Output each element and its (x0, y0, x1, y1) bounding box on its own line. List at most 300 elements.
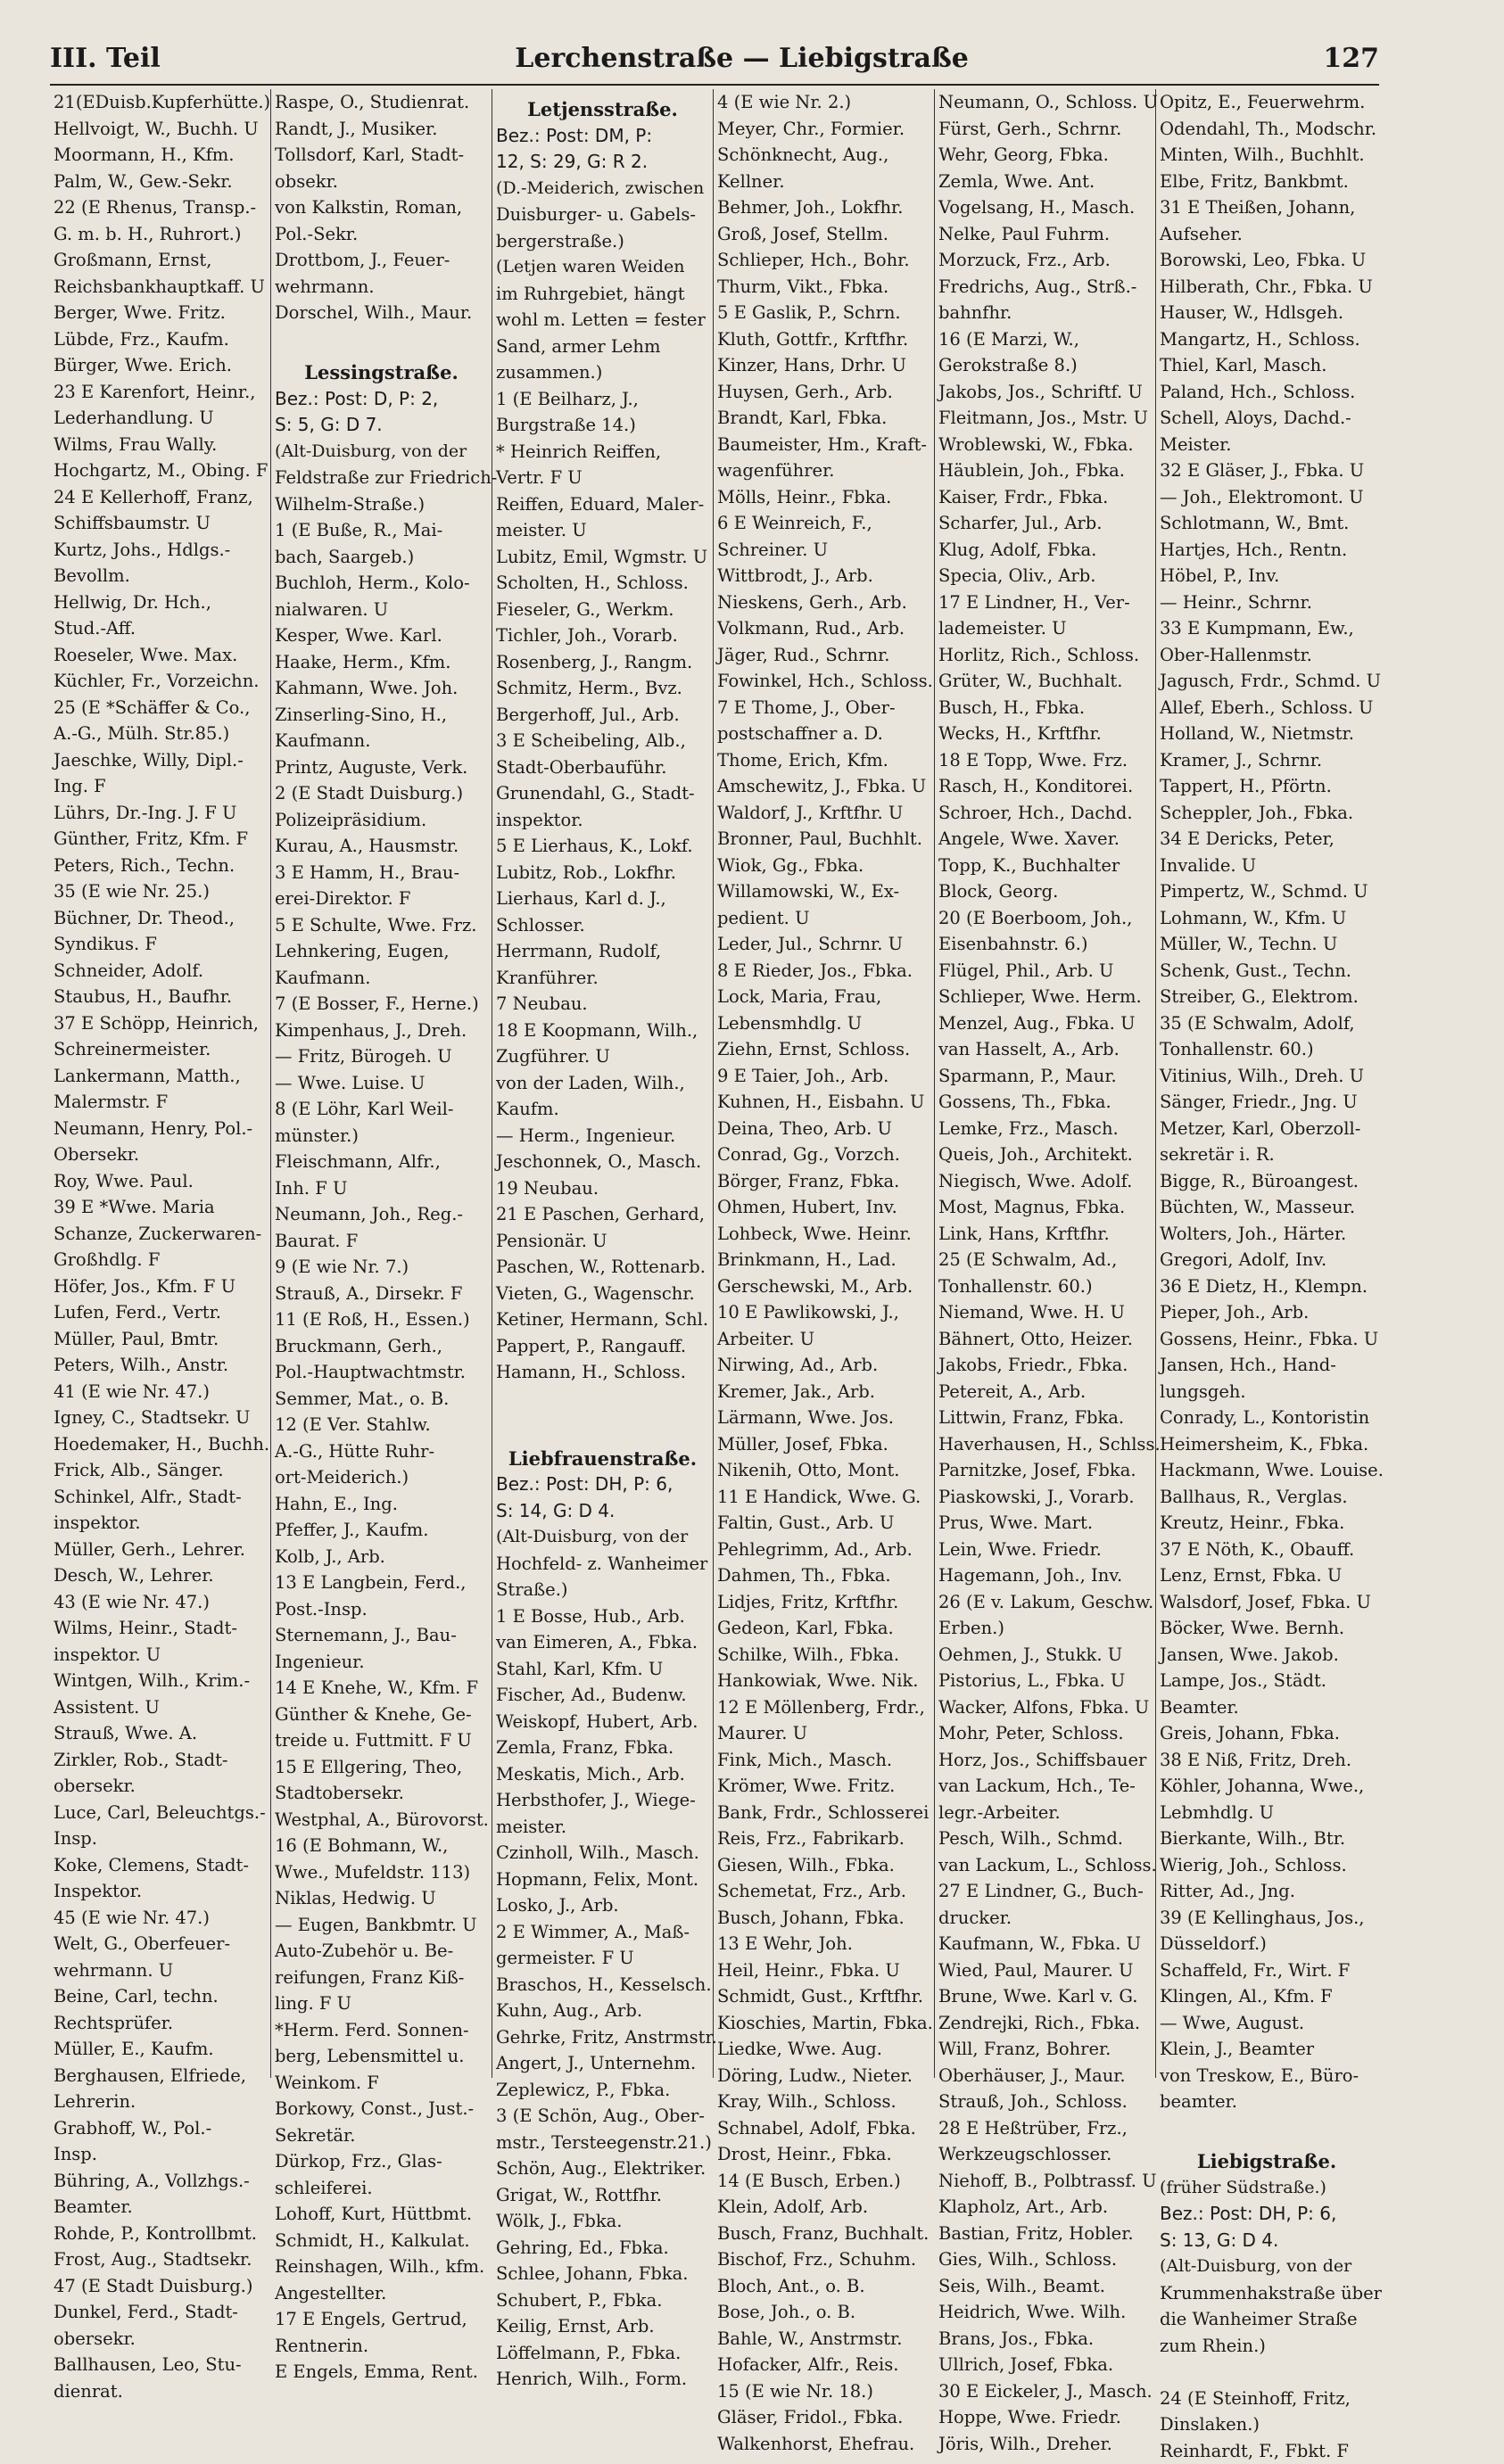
directory-entry: Invalide. U (1160, 853, 1374, 879)
directory-entry: Pimpertz, W., Schmd. U (1160, 878, 1374, 905)
directory-entry: Bischof, Frz., Schuhm. (717, 2246, 930, 2273)
directory-entry: Insp. (54, 1825, 267, 1852)
directory-entry: Most, Magnus, Fbka. (938, 1194, 1152, 1221)
directory-entry: Pehlegrimm, Ad., Arb. (717, 1537, 930, 1563)
directory-entry: Hilberath, Chr., Fbka. U (1160, 274, 1374, 301)
directory-entry: 43 (E wie Nr. 47.) (54, 1589, 267, 1616)
directory-entry: Büchner, Dr. Theod., (54, 905, 267, 932)
directory-entry: Streiber, G., Elektrom. (1160, 984, 1374, 1010)
directory-entry: Brans, Jos., Fbka. (938, 2326, 1152, 2353)
district-info: Bez.: Post: DH, P: 6, (496, 1471, 709, 1498)
directory-entry: Gies, Wilh., Schloss. (938, 2246, 1152, 2273)
directory-entry: Wehr, Georg, Fbka. (938, 142, 1152, 169)
directory-entry: Rohde, P., Kontrollbmt. (54, 2221, 267, 2247)
directory-entry: Jagusch, Frdr., Schmd. U (1160, 668, 1374, 695)
directory-entry: 7 Neubau. (496, 991, 709, 1018)
directory-entry: Zemla, Franz, Fbka. (496, 1735, 709, 1761)
directory-entry: Eisenbahnstr. 6.) (938, 931, 1152, 958)
directory-entry: Wolters, Joh., Härter. (1160, 1221, 1374, 1248)
directory-entry: Sparmann, P., Maur. (938, 1063, 1152, 1090)
directory-entry: Klug, Adolf, Fbka. (938, 537, 1152, 564)
directory-entry: im Ruhrgebiet, hängt (496, 281, 709, 308)
directory-entry: Waldorf, J., Krftfhr. U (717, 800, 930, 827)
directory-entry: Horlitz, Rich., Schloss. (938, 642, 1152, 669)
directory-entry: Stadtobersekr. (275, 1780, 488, 1807)
directory-entry: Nieskens, Gerh., Arb. (717, 589, 930, 616)
directory-entry: meister. (496, 1814, 709, 1841)
directory-columns (50, 89, 1379, 2078)
directory-entry: von Kalkstin, Roman, (275, 194, 488, 221)
directory-entry: 5 E Schulte, Wwe. Frz. (275, 912, 488, 939)
directory-entry: Horz, Jos., Schiffsbauer (938, 1747, 1152, 1774)
directory-entry: Queis, Joh., Architekt. (938, 1141, 1152, 1168)
directory-entry: Jakobs, Jos., Schriftf. U (938, 379, 1152, 406)
directory-entry: obsekr. (275, 169, 488, 195)
directory-entry: Jeschonnek, O., Masch. (496, 1149, 709, 1175)
directory-entry: Strauß, Wwe. A. (54, 1720, 267, 1747)
directory-entry: Kaufmann. (275, 965, 488, 992)
directory-entry: dienrat. (54, 2378, 267, 2405)
directory-entry: Mohr, Peter, Schloss. (938, 1720, 1152, 1747)
directory-entry: 12 (E Ver. Stahlw. (275, 1412, 488, 1438)
directory-entry: 25 (E Schwalm, Ad., (938, 1247, 1152, 1273)
directory-entry: Dinslaken.) (1160, 2411, 1374, 2438)
directory-entry: 32 E Gläser, J., Fbka. U (1160, 457, 1374, 484)
directory-entry: Rentnerin. (275, 2333, 488, 2360)
directory-entry: Meskatis, Mich., Arb. (496, 1761, 709, 1788)
directory-entry: Staubus, H., Baufhr. (54, 984, 267, 1010)
directory-entry: Drost, Heinr., Fbka. (717, 2141, 930, 2168)
directory-entry: Hankowiak, Wwe. Nik. (717, 1668, 930, 1694)
directory-entry: Ohmen, Hubert, Inv. (717, 1194, 930, 1221)
directory-entry: Schubert, P., Fbka. (496, 2287, 709, 2314)
directory-entry: Döring, Ludw., Nieter. (717, 2063, 930, 2089)
directory-entry: Bahle, W., Anstrmstr. (717, 2326, 930, 2353)
directory-entry: Angele, Wwe. Xaver. (938, 826, 1152, 853)
directory-entry: Frick, Alb., Sänger. (54, 1457, 267, 1484)
directory-entry: Conrady, L., Kontoristin (1160, 1405, 1374, 1431)
directory-entry: 2 (E Stadt Duisburg.) (275, 780, 488, 807)
directory-entry: Pieper, Joh., Arb. (1160, 1299, 1374, 1326)
directory-entry: Gregori, Adolf, Inv. (1160, 1247, 1374, 1273)
directory-entry: Kahmann, Wwe. Joh. (275, 675, 488, 702)
directory-entry: 11 (E Roß, H., Essen.) (275, 1306, 488, 1333)
directory-entry: Lenz, Ernst, Fbka. U (1160, 1562, 1374, 1589)
directory-entry: erei-Direktor. F (275, 886, 488, 912)
directory-entry: 19 Neubau. (496, 1175, 709, 1202)
directory-entry: Schilke, Wilh., Fbka. (717, 1642, 930, 1669)
directory-entry: 28 E Heßtrüber, Frz., (938, 2115, 1152, 2142)
directory-entry: Hopmann, Felix, Mont. (496, 1867, 709, 1893)
directory-entry: lungsgeh. (1160, 1379, 1374, 1405)
directory-entry: 27 E Lindner, G., Buch- (938, 1878, 1152, 1905)
directory-entry: Mölls, Heinr., Fbka. (717, 484, 930, 511)
directory-entry: Sand, armer Lehm (496, 334, 709, 360)
directory-entry: 21(EDuisb.Kupferhütte.) (54, 89, 267, 116)
directory-entry: zum Rhein.) (1160, 2333, 1374, 2360)
directory-entry: Schlieper, Hch., Bohr. (717, 247, 930, 274)
directory-entry: Heil, Heinr., Fbka. U (717, 1957, 930, 1984)
directory-entry: 9 E Taier, Joh., Arb. (717, 1063, 930, 1090)
directory-entry: Zeplewicz, P., Fbka. (496, 2077, 709, 2104)
directory-entry: Zemla, Wwe. Ant. (938, 169, 1152, 195)
directory-entry: Ing. F (54, 773, 267, 800)
directory-entry: Schlieper, Wwe. Herm. (938, 984, 1152, 1010)
directory-entry: Lidjes, Fritz, Krftfhr. (717, 1589, 930, 1616)
directory-entry: Frost, Aug., Stadtsekr. (54, 2246, 267, 2273)
directory-entry: nialwaren. U (275, 597, 488, 623)
directory-entry: obersekr. (54, 2326, 267, 2353)
directory-entry: Stahl, Karl, Kfm. U (496, 1656, 709, 1683)
directory-entry: Wwe., Mufeldstr. 113) (275, 1859, 488, 1886)
directory-entry: Dunkel, Ferd., Stadt- (54, 2299, 267, 2326)
directory-entry: Wölk, J., Fbka. (496, 2208, 709, 2235)
directory-entry: Schnabel, Adolf, Fbka. (717, 2115, 930, 2142)
directory-entry: 31 E Theißen, Johann, (1160, 194, 1374, 221)
directory-entry: Kaufm. (496, 1096, 709, 1123)
directory-entry: Berger, Wwe. Fritz. (54, 300, 267, 326)
directory-entry: Angestellter. (275, 2280, 488, 2307)
directory-entry: Behmer, Joh., Lokfhr. (717, 194, 930, 221)
directory-entry: Kurtz, Johs., Hdlgs.- (54, 537, 267, 564)
directory-entry: Pesch, Wilh., Schmd. (938, 1825, 1152, 1852)
directory-entry: Lohmann, W., Kfm. U (1160, 905, 1374, 932)
directory-entry: Schreinermeister. (54, 1036, 267, 1063)
directory-entry: Ober-Hallenmstr. (1160, 642, 1374, 669)
page-number: 127 (1323, 43, 1379, 74)
directory-entry: Schreiner. U (717, 537, 930, 564)
directory-entry: Großhdlg. F (54, 1247, 267, 1273)
directory-entry: Niegisch, Wwe. Adolf. (938, 1168, 1152, 1195)
directory-entry: Günther & Knehe, Ge- (275, 1702, 488, 1728)
directory-entry: pedient. U (717, 905, 930, 932)
directory-entry: Kellner. (717, 169, 930, 195)
directory-entry: Specia, Oliv., Arb. (938, 563, 1152, 589)
directory-entry: Müller, E., Kaufm. (54, 2036, 267, 2063)
directory-entry: Brune, Wwe. Karl v. G. (938, 1983, 1152, 2010)
directory-entry: Conrad, Gg., Vorzch. (717, 1141, 930, 1168)
directory-entry: Pappert, P., Rangauff. (496, 1333, 709, 1360)
directory-entry: Kimpenhaus, J., Dreh. (275, 1018, 488, 1044)
directory-entry: Lampe, Jos., Städt. (1160, 1668, 1374, 1694)
directory-entry: van Eimeren, A., Fbka. (496, 1629, 709, 1656)
directory-entry: Pol.-Sekr. (275, 221, 488, 248)
directory-entry: Tollsdorf, Karl, Stadt- (275, 142, 488, 169)
directory-entry: 23 E Karenfort, Heinr., (54, 379, 267, 406)
directory-entry: Dürkop, Frz., Glas- (275, 2148, 488, 2175)
directory-entry: Sekretär. (275, 2122, 488, 2149)
directory-entry: Odendahl, Th., Modschr. (1160, 116, 1374, 143)
directory-entry: Reichsbankhauptkaff. U (54, 274, 267, 301)
directory-entry: Herbsthofer, J., Wiege- (496, 1787, 709, 1814)
directory-entry: Groß, Josef, Stellm. (717, 221, 930, 248)
directory-entry: Tonhallenstr. 60.) (938, 1273, 1152, 1300)
directory-entry: — Herm., Ingenieur. (496, 1123, 709, 1150)
directory-entry: Schlotmann, W., Bmt. (1160, 510, 1374, 537)
directory-entry: Köhler, Johanna, Wwe., (1160, 1773, 1374, 1800)
directory-entry: Hofacker, Alfr., Reis. (717, 2352, 930, 2378)
directory-entry: 15 E Ellgering, Theo, (275, 1754, 488, 1781)
directory-entry: wagenführer. (717, 457, 930, 484)
district-info: Bez.: Post: D, P: 2, (275, 386, 488, 413)
directory-entry: Stadt-Oberbauführ. (496, 754, 709, 781)
directory-entry: van Lackum, L., Schloss. (938, 1852, 1152, 1879)
directory-entry: Bühring, A., Vollzhgs.- (54, 2168, 267, 2195)
directory-entry: Baumeister, Hm., Kraft- (717, 432, 930, 458)
directory-entry: Bevollm. (54, 563, 267, 589)
directory-entry: 5 E Lierhaus, K., Lokf. (496, 833, 709, 860)
street-heading: Liebfrauenstraße. (496, 1446, 709, 1472)
directory-entry: Lohbeck, Wwe. Heinr. (717, 1221, 930, 1248)
directory-entry: Reis, Frz., Fabrikarb. (717, 1825, 930, 1852)
directory-entry: 7 (E Bosser, F., Herne.) (275, 991, 488, 1018)
directory-entry: Vogelsang, H., Masch. (938, 194, 1152, 221)
directory-entry: Kremer, Jak., Arb. (717, 1379, 930, 1405)
directory-entry: Düsseldorf.) (1160, 1931, 1374, 1957)
directory-entry: Burgstraße 14.) (496, 412, 709, 439)
directory-entry: Grunendahl, G., Stadt- (496, 780, 709, 807)
directory-entry: Thome, Erich, Kfm. (717, 747, 930, 774)
directory-entry: Schmidt, H., Kalkulat. (275, 2228, 488, 2254)
directory-entry: inspektor. U (54, 1642, 267, 1669)
page-header (50, 43, 1379, 84)
directory-entry: Kluth, Gottfr., Krftfhr. (717, 326, 930, 353)
directory-entry: Hamann, H., Schloss. (496, 1359, 709, 1386)
directory-entry: Scheppler, Joh., Fbka. (1160, 800, 1374, 827)
directory-entry: 1 E Bosse, Hub., Arb. (496, 1603, 709, 1630)
directory-entry: — Heinr., Schrnr. (1160, 589, 1374, 616)
directory-entry: Gossens, Heinr., Fbka. U (1160, 1326, 1374, 1353)
directory-entry: Will, Franz, Bohrer. (938, 2036, 1152, 2063)
directory-entry: Küchler, Fr., Vorzeichn. (54, 668, 267, 695)
directory-entry: Wecks, H., Krftfhr. (938, 721, 1152, 747)
directory-entry: 37 E Schöpp, Heinrich, (54, 1010, 267, 1037)
directory-entry: treide u. Futtmitt. F U (275, 1727, 488, 1754)
directory-entry: Böcker, Wwe. Bernh. (1160, 1615, 1374, 1642)
directory-entry: Haverhausen, H., Schlss. (938, 1431, 1152, 1458)
directory-entry: Fürst, Gerh., Schrnr. (938, 116, 1152, 143)
street-note: (Alt-Duisburg, von der (1160, 2254, 1374, 2280)
district-info: S: 14, G: D 4. (496, 1498, 709, 1525)
directory-entry: 1 (E Beilharz, J., (496, 386, 709, 413)
directory-entry: Lemke, Frz., Masch. (938, 1116, 1152, 1142)
directory-entry: Kinzer, Hans, Drhr. U (717, 352, 930, 379)
directory-entry: Vieten, G., Wagenschr. (496, 1281, 709, 1307)
directory-entry: Meyer, Chr., Formier. (717, 116, 930, 143)
directory-entry: 20 (E Boerboom, Joh., (938, 905, 1152, 932)
directory-entry: 3 (E Schön, Aug., Ober- (496, 2103, 709, 2130)
directory-entry: E Engels, Emma, Rent. (275, 2359, 488, 2386)
directory-entry: Fischer, Ad., Budenw. (496, 1682, 709, 1709)
directory-entry: Häublein, Joh., Fbka. (938, 457, 1152, 484)
column-4 (714, 89, 935, 2078)
directory-entry: Kesper, Wwe. Karl. (275, 622, 488, 649)
directory-entry: Henrich, Wilh., Form. (496, 2366, 709, 2393)
directory-entry: Prus, Wwe. Mart. (938, 1510, 1152, 1537)
header-rule (50, 84, 1379, 86)
directory-entry: Block, Georg. (938, 878, 1152, 905)
directory-entry: Petereit, A., Arb. (938, 1379, 1152, 1405)
directory-entry: Lebmhdlg. U (1160, 1800, 1374, 1826)
directory-entry: Roeseler, Wwe. Max. (54, 642, 267, 669)
directory-entry: 37 E Nöth, K., Obauff. (1160, 1537, 1374, 1563)
directory-entry: — Wwe. Luise. U (275, 1070, 488, 1097)
directory-entry: 7 E Thome, J., Ober- (717, 695, 930, 721)
directory-entry: Rasch, H., Konditorei. (938, 773, 1152, 800)
directory-entry: Kray, Wilh., Schloss. (717, 2089, 930, 2115)
directory-entry: Liedke, Wwe. Aug. (717, 2036, 930, 2063)
directory-entry: Desch, W., Lehrer. (54, 1562, 267, 1589)
directory-entry: Paland, Hch., Schloss. (1160, 379, 1374, 406)
directory-entry: Elbe, Fritz, Bankbmt. (1160, 169, 1374, 195)
directory-entry: Lohoff, Kurt, Hüttbmt. (275, 2201, 488, 2228)
directory-entry: Kolb, J., Arb. (275, 1544, 488, 1570)
directory-entry: Schlosser. (496, 912, 709, 939)
directory-entry: Schneider, Adolf. (54, 958, 267, 985)
directory-entry: Bose, Joh., o. B. (717, 2299, 930, 2326)
directory-entry: Minten, Wilh., Buchhlt. (1160, 142, 1374, 169)
directory-entry: Obersekr. (54, 1141, 267, 1168)
directory-entry: Paschen, W., Rottenarb. (496, 1254, 709, 1281)
directory-entry: 18 E Topp, Wwe. Frz. (938, 747, 1152, 774)
directory-entry: Walsdorf, Josef, Fbka. U (1160, 1589, 1374, 1616)
directory-entry: Schlee, Johann, Fbka. (496, 2261, 709, 2287)
directory-entry: Ullrich, Josef, Fbka. (938, 2352, 1152, 2378)
directory-entry: Walkenhorst, Ehefrau. (717, 2431, 930, 2458)
directory-entry: Bastian, Fritz, Hobler. (938, 2221, 1152, 2247)
directory-entry: von Treskow, E., Büro- (1160, 2063, 1374, 2089)
directory-entry: 12 E Möllenberg, Frdr., (717, 1694, 930, 1721)
directory-entry: Baurat. F (275, 1228, 488, 1255)
directory-entry: Schmidt, Gust., Krftfhr. (717, 1983, 930, 2010)
directory-entry: ling. F U (275, 1990, 488, 2017)
directory-entry: Wilms, Heinr., Stadt- (54, 1615, 267, 1642)
district-info: Bez.: Post: DM, P: (496, 123, 709, 150)
directory-entry: Reinshagen, Wilh., kfm. (275, 2254, 488, 2280)
directory-entry: Borkowy, Const., Just.- (275, 2096, 488, 2122)
directory-entry: Angert, J., Unternehm. (496, 2050, 709, 2077)
directory-entry: Weiskopf, Hubert, Arb. (496, 1709, 709, 1735)
directory-entry: Ketiner, Hermann, Schl. (496, 1306, 709, 1333)
directory-entry: Haake, Herm., Kfm. (275, 649, 488, 676)
directory-entry: Lubitz, Emil, Wgmstr. U (496, 544, 709, 571)
directory-entry: Allef, Eberh., Schloss. U (1160, 695, 1374, 721)
directory-entry: Lübde, Frz., Kaufm. (54, 326, 267, 353)
directory-entry: Jakobs, Friedr., Fbka. (938, 1352, 1152, 1379)
directory-entry: Lock, Maria, Frau, (717, 984, 930, 1010)
directory-entry: Printz, Auguste, Verk. (275, 754, 488, 781)
directory-entry: Neumann, Henry, Pol.- (54, 1116, 267, 1142)
directory-entry: Schenk, Gust., Techn. (1160, 958, 1374, 985)
directory-entry: Dahmen, Th., Fbka. (717, 1562, 930, 1589)
directory-entry: Niklas, Hedwig. U (275, 1885, 488, 1912)
directory-entry: 4 (E wie Nr. 2.) (717, 89, 930, 116)
directory-entry: Lärmann, Wwe. Jos. (717, 1405, 930, 1431)
street-note: (früher Südstraße.) (1160, 2175, 1374, 2202)
directory-entry: inspektor. (496, 807, 709, 834)
directory-entry: Rosenberg, J., Rangm. (496, 649, 709, 676)
directory-entry: Thiel, Karl, Masch. (1160, 352, 1374, 379)
directory-entry: Bloch, Ant., o. B. (717, 2273, 930, 2300)
directory-entry: 30 E Eickeler, J., Masch. (938, 2378, 1152, 2405)
directory-entry: Assistent. U (54, 1694, 267, 1721)
directory-entry: Gerschewski, M., Arb. (717, 1273, 930, 1300)
directory-entry: Heidrich, Wwe. Wilh. (938, 2299, 1152, 2326)
directory-entry: 3 E Hamm, H., Brau- (275, 860, 488, 886)
directory-entry: Randt, J., Musiker. (275, 116, 488, 143)
directory-entry: Moormann, H., Kfm. (54, 142, 267, 169)
directory-entry: 24 E Kellerhoff, Franz, (54, 484, 267, 511)
directory-entry: 6 E Weinreich, F., (717, 510, 930, 537)
directory-entry: Großmann, Ernst, (54, 247, 267, 274)
directory-entry: Lebensmhdlg. U (717, 1010, 930, 1037)
street-note: (Letjen waren Weiden (496, 254, 709, 281)
directory-entry: Müller, Paul, Bmtr. (54, 1326, 267, 1353)
directory-entry: obersekr. (54, 1773, 267, 1800)
directory-entry: Gehrke, Fritz, Anstrmstr. (496, 2024, 709, 2051)
directory-entry: Kreutz, Heinr., Fbka. (1160, 1510, 1374, 1537)
directory-entry: 9 (E wie Nr. 7.) (275, 1254, 488, 1281)
directory-entry: Kuhnen, H., Eisbahn. U (717, 1089, 930, 1116)
directory-entry: 24 (E Steinhoff, Fritz, (1160, 2386, 1374, 2412)
directory-entry: Ballhaus, R., Verglas. (1160, 1484, 1374, 1511)
directory-entry: sekretär i. R. (1160, 1141, 1374, 1168)
directory-entry: Dorschel, Wilh., Maur. (275, 300, 488, 326)
directory-entry: — Fritz, Bürogeh. U (275, 1043, 488, 1070)
directory-entry: Fleischmann, Alfr., (275, 1149, 488, 1175)
directory-entry: Gedeon, Karl, Fbka. (717, 1615, 930, 1642)
directory-entry: 5 E Gaslik, P., Schrn. (717, 300, 930, 326)
directory-entry: 25 (E *Schäffer & Co., (54, 695, 267, 721)
directory-entry: Fleitmann, Jos., Mstr. U (938, 405, 1152, 432)
directory-entry: 10 E Pawlikowski, J., (717, 1299, 930, 1326)
directory-entry: Nelke, Paul Fuhrm. (938, 221, 1152, 248)
directory-entry: Hellvoigt, W., Buchh. U (54, 116, 267, 143)
street-note: (Alt-Duisburg, von der (275, 439, 488, 466)
directory-entry: Bierkante, Wilh., Btr. (1160, 1825, 1374, 1852)
directory-entry: Tonhallenstr. 60.) (1160, 1036, 1374, 1063)
directory-entry: Pistorius, L., Fbka. U (938, 1668, 1152, 1694)
directory-entry: Schinkel, Alfr., Stadt- (54, 1484, 267, 1511)
directory-entry: 14 (E Busch, Erben.) (717, 2168, 930, 2195)
directory-entry: Tichler, Joh., Vorarb. (496, 622, 709, 649)
directory-entry: Hagemann, Joh., Inv. (938, 1562, 1152, 1589)
directory-entry: Kaufmann, W., Fbka. U (938, 1931, 1152, 1957)
directory-entry: Jansen, Wwe. Jakob. (1160, 1642, 1374, 1669)
directory-entry: Reinhardt, F., Fbkt. F (1160, 2438, 1374, 2464)
directory-entry: Wiok, Gg., Fbka. (717, 853, 930, 879)
directory-entry: Westphal, A., Bürovorst. (275, 1807, 488, 1834)
directory-entry: Jansen, Hch., Hand- (1160, 1352, 1374, 1379)
directory-entry: Bruckmann, Gerh., (275, 1333, 488, 1360)
directory-entry: Werkzeugschlosser. (938, 2141, 1152, 2168)
directory-entry: Scholten, H., Schloss. (496, 570, 709, 597)
directory-entry: 13 E Langbein, Ferd., (275, 1570, 488, 1596)
directory-entry: Gerokstraße 8.) (938, 352, 1152, 379)
directory-entry: legr.-Arbeiter. (938, 1800, 1152, 1826)
directory-entry: Ritter, Ad., Jng. (1160, 1878, 1374, 1905)
directory-entry: 18 E Koopmann, Wilh., (496, 1018, 709, 1044)
directory-entry: Losko, J., Arb. (496, 1892, 709, 1919)
directory-entry: Löffelmann, P., Fbka. (496, 2340, 709, 2367)
directory-entry: 36 E Dietz, H., Klempn. (1160, 1273, 1374, 1300)
directory-entry: Neumann, Joh., Reg.- (275, 1201, 488, 1228)
directory-entry: Lehrerin. (54, 2089, 267, 2115)
directory-entry: Wacker, Alfons, Fbka. U (938, 1694, 1152, 1721)
directory-entry: Grüter, W., Buchhalt. (938, 668, 1152, 695)
directory-entry: 39 E *Wwe. Maria (54, 1194, 267, 1221)
directory-entry: Schell, Aloys, Dachd.- (1160, 405, 1374, 432)
